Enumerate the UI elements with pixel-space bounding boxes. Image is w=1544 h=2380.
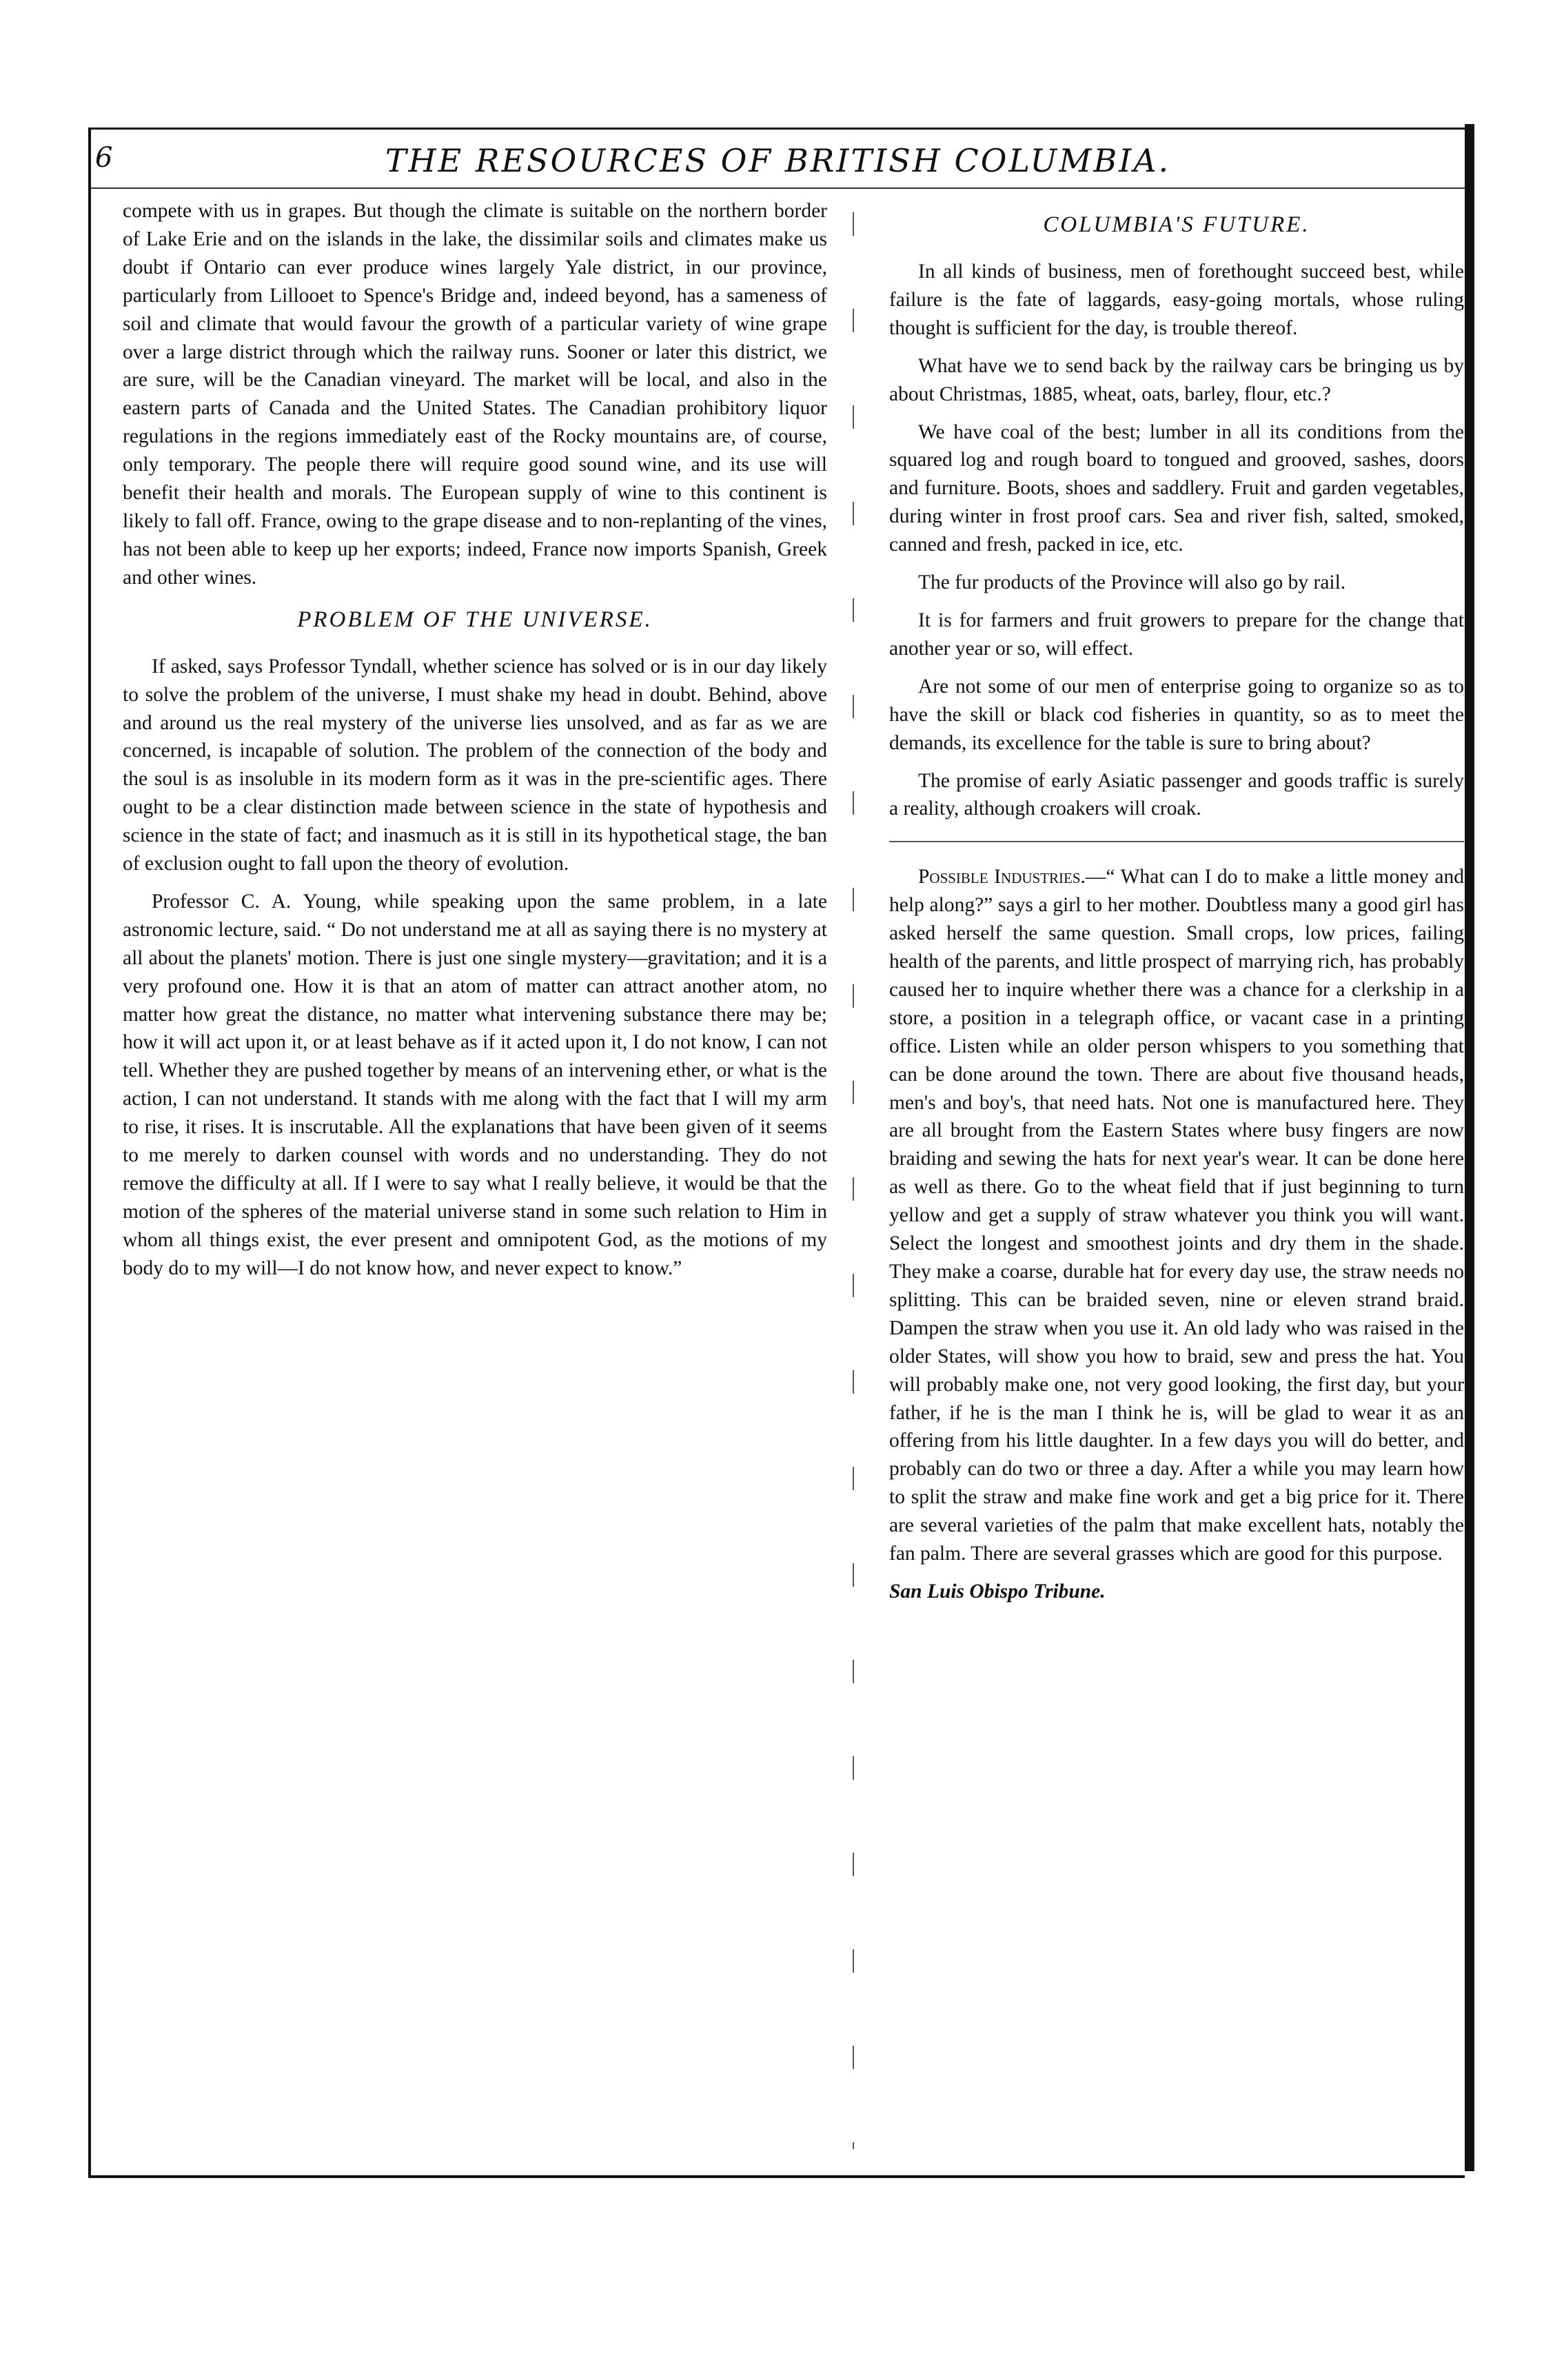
future-paragraph: The fur products of the Province will also go by rail. — [918, 571, 1346, 594]
industries-text: —“ What can I do to make a little money and help along?” says a girl to her mother. Doubtless many a good girl has asked herself the same question. Small crops, low prices, failing health of the parents, and little prospect of marrying rich, has probably caused her to inquire whether there was a chance for a clerkship in a store, a position in a telegraph office, or vacant case in a printing office. Listen while an older person whispers to you something that can be done around the town. There are about five thousand heads, men's and boy's, that need hats. Not one is manufactured here. They are all brought from the Eastern States where busy fingers are now braiding and sewing the hats for next year's wear. It can be done here as well as there. Go to the wheat field that if just beginning to turn yellow and get a supply of straw whatever you think you will want. Select the longest and smoothest joints and dry them in the shade. They make a coarse, durable hat for every day use, the straw needs no splitting. This can be braided seven, nine or eleven strand braid. Dampen the straw when you use it. An old lady who was raised in the older States, will show you how to braid, sew and press the hat. You will probably make one, not very good looking, the first day, but your father, if he is the man I think he is, will be glad to wear it as an offering from his little daughter. In a few days you will do better, and probably can do two or three a day. After a while you may learn how to split the straw and make fine work and get a big price for it. There are several varieties of the palm that make excellent hats, notably the fan palm. There are several grasses which are good for this purpose. — [889, 866, 1464, 1565]
page-number: 6 — [95, 142, 113, 174]
page-header — [91, 138, 1465, 187]
future-paragraph: The promise of early Asiatic passenger and goods traffic is surely a reality, although croakers will croak. — [889, 769, 1464, 820]
section-rule — [889, 841, 1464, 842]
industries-paragraph — [889, 863, 1464, 1568]
left-column — [123, 197, 827, 1292]
young-paragraph: Professor C. A. Young, while speaking upon the same problem, in a late astronomic lecture, said. “ Do not understand me at all as saying there is no mystery at all about the planets' motion. There is just one single mystery—gravitation; and it is a very profound one. How it is that an atom of matter can attract another atom, no matter how great the distance, no matter what intervening substance there may be; how it will act upon it, or at least behave as if it acted upon it, I do not know, I can not tell. Whether they are pushed together by means of an intervening ether, or what is the action, I can not understand. It stands with me along with the fact that I will my arm to rise, it rises. It is inscrutable. All the explanations that have been given of it seems to me merely to darken counsel with words and no understanding. They do not remove the difficulty at all. If I were to say what I really believe, it would be that the motion of the spheres of the material universe stand in some such relation to Him in whom all things exist, the ever present and omnipotent God, as the motions of my body do to my will—I do not know how, and never expect to know.” — [123, 890, 827, 1279]
future-paragraph: In all kinds of business, men of forethought succeed best, while failure is the fate of laggards, easy-going mortals, whose ruling thought is sufficient for the day, is trouble thereof. — [889, 261, 1464, 339]
future-paragraph: It is for farmers and fruit growers to prepare for the change that another year or so, will effect. — [889, 609, 1464, 660]
section-title-future: COLUMBIA'S FUTURE. — [1043, 212, 1310, 237]
future-paragraph: Are not some of our men of enterprise going to organize so as to have the skill or black cod fisheries in quantity, so as to meet the demands, its excellence for the table is sure to bring about? — [889, 675, 1464, 754]
future-paragraph: We have coal of the best; lumber in all its conditions from the squared log and rough board to tongued and grooved, sashes, doors and furniture. Boots, shoes and saddlery. Fruit and garden vegetables, during winter in frost proof cars. Sea and river fish, salted, smoked, canned and fresh, packed in ice, etc. — [889, 420, 1464, 556]
industries-lead: Possible Industries. — [918, 866, 1086, 888]
future-paragraph: What have we to send back by the railway cars be bringing us by about Christmas, 1885, wheat, oats, barley, flour, etc.? — [889, 354, 1464, 405]
header-rule — [91, 187, 1465, 189]
source-signature: San Luis Obispo Tribune. — [889, 1580, 1106, 1603]
section-title-universe: PROBLEM OF THE UNIVERSE. — [297, 607, 653, 632]
newspaper-page — [88, 128, 1465, 2178]
right-column — [889, 197, 1464, 1616]
page-edge-bar — [1465, 124, 1474, 2171]
source-signature-line — [889, 1578, 1464, 1606]
running-title: THE RESOURCES OF BRITISH COLUMBIA. — [385, 142, 1171, 179]
tyndall-paragraph: If asked, says Professor Tyndall, whether science has solved or is in our day likely to solve the problem of the universe, I must shake my head in doubt. Behind, above and around us the real mystery of the universe lies unsolved, and as far as we are concerned, is incapable of solution. The problem of the connection of the body and the soul is as insoluble in its modern form as it was in the pre-scientific ages. There ought to be a clear distinction made between science in the state of hypothesis and science in the state of fact; and inasmuch as it is still in its hypothetical stage, the ban of exclusion ought to fall upon the theory of evolution. — [123, 655, 827, 875]
column-divider — [853, 212, 854, 2149]
wine-paragraph: compete with us in grapes. But though the climate is suitable on the northern border of Lake Erie and on the islands in the lake, the dissimilar soils and climates make us doubt if Ontario can ever produce wines largely Yale district, in our province, particularly from Lillooet to Spence's Bridge and, indeed beyond, has a sameness of soil and climate that would favour the growth of a particular variety of wine grape over a large district through which the railway runs. Sooner or later this district, we are sure, will be the Canadian vineyard. The market will be local, and also in the eastern parts of Canada and the United States. The Canadian prohibitory liquor regulations in the regions immediately east of the Rocky mountains are, of course, only temporary. The people there will require good sound wine, and its use will benefit their health and morals. The European supply of wine to this continent is likely to fall off. France, owing to the grape disease and to non-replanting of the vines, has not been able to keep up her exports; indeed, France now imports Spanish, Greek and other wines. — [123, 200, 827, 589]
